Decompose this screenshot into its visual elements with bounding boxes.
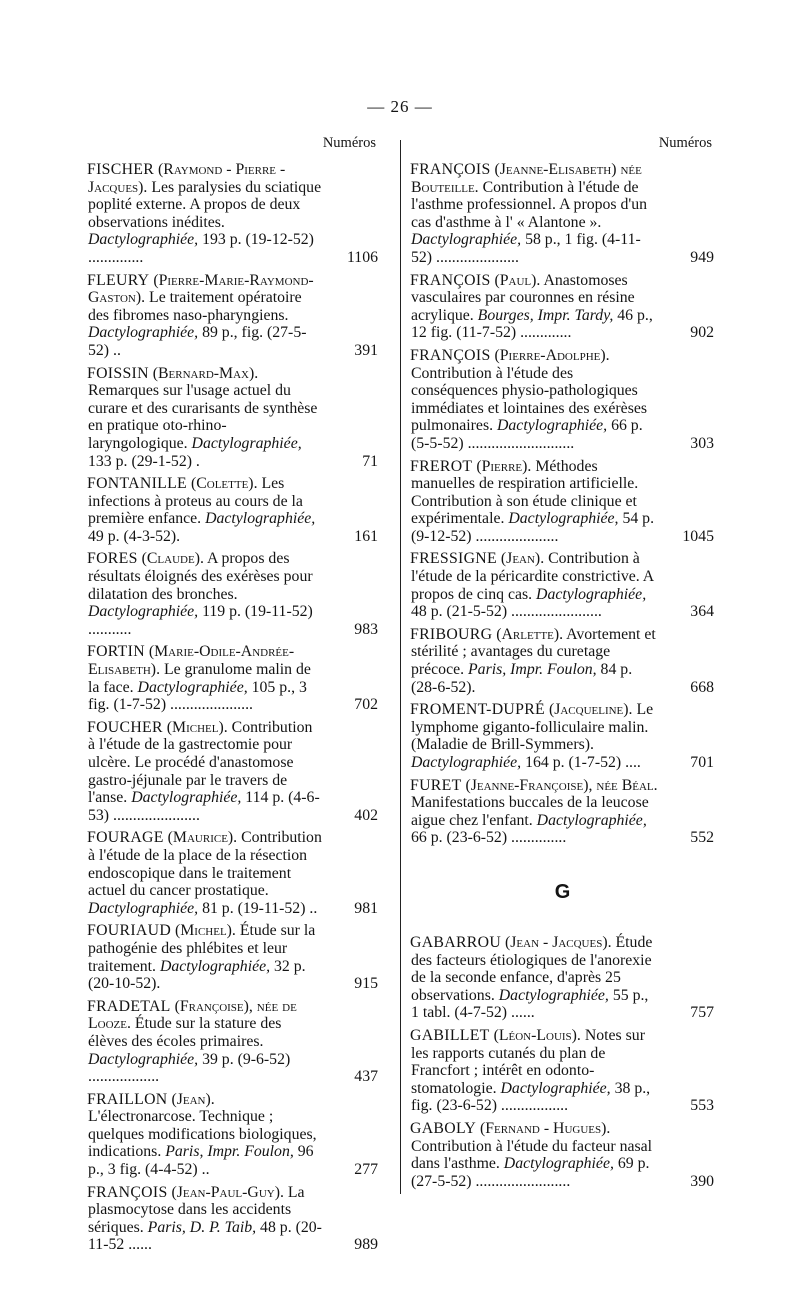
bibliography-entry: [88, 365, 378, 471]
bibliography-entry: [88, 161, 378, 267]
entry-details: 48 p. (21-5-52) .......................: [411, 603, 602, 621]
entry-body: [411, 1120, 658, 1190]
entry-details: 96 p., 3 fig. (4-4-52) ..: [88, 1143, 314, 1179]
entry-author: FOURIAUD: [87, 922, 172, 940]
entry-title: Remarques sur l'usage actuel du curare et des curarisants de synthèse en pratique oto-rhino-laryngologique.: [88, 382, 318, 452]
entry-publication: Dactylographiée,: [88, 603, 199, 621]
entry-body: [411, 550, 658, 620]
entry-author: FRANÇOIS: [410, 346, 491, 364]
entry-number: 161: [354, 527, 378, 545]
entry-number: 402: [354, 806, 378, 824]
entry-body: [411, 934, 658, 1022]
bibliography-entry: [411, 347, 714, 453]
entry-given-names: (Pierre-Marie-Raymond-Gaston).: [88, 271, 314, 307]
bibliography-entry: [88, 1091, 378, 1179]
entry-author: GABILLET: [410, 1026, 490, 1044]
entry-publication: Dactylographiée,: [411, 754, 522, 771]
entry-details: 66 p. (5-5-52) ...........................: [411, 417, 643, 452]
entry-body: [88, 719, 322, 825]
entry-title: Avortement et stérilité ; avantages du curetage précoce.: [411, 625, 656, 679]
entry-title: Contribution à l'étude de la péricardite constrictive. A propos de cinq cas.: [411, 550, 654, 603]
entry-publication: Dactylographiée,: [88, 324, 199, 342]
entry-publication: Dactylographiée,: [536, 811, 647, 829]
bibliography-entry: [88, 475, 378, 545]
entry-number: 391: [354, 341, 378, 359]
entry-body: [411, 1027, 658, 1115]
bibliography-entry: [88, 829, 378, 917]
bibliography-entry: [88, 272, 378, 360]
entry-given-names: (Colette).: [190, 475, 258, 493]
entry-title: Contribution à l'étude de la place de la résection endoscopique dans le traitement actuel du cancer prostatique.: [88, 829, 322, 900]
entry-number: 390: [690, 1172, 714, 1190]
entry-author: GABOLY: [410, 1119, 477, 1137]
entry-given-names: (Raymond - Pierre - Jacques).: [88, 161, 286, 196]
bibliography-entry: [88, 643, 378, 713]
entry-body: [88, 475, 322, 545]
entry-number: 981: [354, 899, 378, 917]
bibliography-entry: [411, 550, 714, 620]
entry-title: La plasmocytose dans les accidents sériques.: [88, 1183, 305, 1236]
entry-number: 757: [690, 1004, 714, 1022]
entry-details: 58 p., 1 fig. (4-11-52) .....................: [411, 231, 641, 266]
entry-given-names: (Françoise), née de Looze.: [88, 997, 297, 1033]
bibliography-entry: [411, 1120, 714, 1190]
page-number: — 26 —: [367, 97, 433, 116]
entry-given-names: (Fernand - Hugues).: [480, 1119, 611, 1137]
bibliography-entry: [88, 998, 378, 1086]
entry-body: [88, 365, 322, 471]
entry-given-names: (Maurice).: [167, 829, 238, 847]
entry-publication: Dactylographiée,: [508, 510, 619, 528]
entry-given-names: (Claude).: [141, 550, 204, 568]
entry-author: FROMENT-DUPRÉ: [410, 701, 545, 719]
entry-given-names: (Léon-Louis).: [493, 1026, 581, 1044]
bibliography-entry: [411, 161, 714, 267]
entry-body: [88, 1091, 322, 1179]
entry-body: [411, 347, 658, 453]
entry-given-names: (Jean - Jacques).: [505, 933, 612, 951]
entry-given-names: (Jean).: [171, 1090, 215, 1108]
entry-given-names: (Paul).: [494, 271, 541, 289]
entry-publication: Paris, Impr. Foulon,: [165, 1143, 294, 1161]
entry-details: 48 p. (20-11-52 ......: [88, 1218, 322, 1254]
entry-given-names: (Jacqueline).: [548, 701, 633, 719]
entry-details: 38 p., fig. (23-6-52) .................: [411, 1079, 651, 1115]
entry-title: Contribution à l'étude du facteur nasal dans l'asthme.: [411, 1137, 653, 1173]
entry-body: [411, 272, 658, 342]
right-column-header: Numéros: [658, 135, 712, 151]
entry-given-names: (Pierre-Adolphe).: [494, 346, 610, 364]
right-column-g-entries: [411, 934, 714, 1190]
entry-author: FURET: [410, 776, 462, 794]
entry-body: [88, 272, 322, 360]
entry-author: FONTANILLE: [87, 475, 188, 493]
entry-number: 552: [690, 829, 714, 847]
entry-body: [88, 161, 322, 267]
entry-publication: Dactylographiée,: [159, 957, 271, 975]
entry-details: 119 p. (19-11-52) ...........: [88, 603, 313, 638]
entry-number: 949: [690, 248, 714, 266]
entry-given-names: (Arlette).: [496, 625, 564, 643]
bibliography-entry: [88, 1184, 378, 1254]
entry-title: Étude sur la pathogénie des phlébites et leur traitement.: [88, 922, 316, 975]
bibliography-entry: [88, 550, 378, 638]
entry-details: 66 p. (23-6-52) ..............: [411, 829, 567, 847]
entry-number: 303: [690, 434, 714, 452]
bibliography-entry: [88, 719, 378, 825]
entry-details: 46 p., 12 fig. (11-7-52) .............: [411, 306, 653, 342]
entry-number: 1106: [346, 248, 378, 266]
entry-author: FRAILLON: [87, 1090, 168, 1108]
entry-publication: Dactylographiée,: [88, 231, 199, 249]
bibliography-entry: [411, 934, 714, 1022]
bibliography-entry: [411, 777, 714, 847]
entry-author: FLEURY: [87, 271, 150, 289]
entry-title: Étude sur la stature des élèves des écoles primaires.: [88, 1015, 282, 1050]
entry-number: 277: [354, 1161, 378, 1179]
left-column-header: Numéros: [322, 135, 376, 151]
entry-details: 81 p. (19-11-52) ..: [202, 899, 318, 917]
entry-publication: Dactylographiée,: [205, 510, 316, 528]
entry-details: 193 p. (19-12-52) ..............: [88, 231, 314, 266]
entry-publication: Dactylographiée,: [536, 585, 647, 603]
entry-given-names: (Pierre).: [476, 457, 532, 475]
entry-title: Méthodes manuelles de respiration artificielle. Contribution à son étude clinique et expérimentale.: [411, 457, 639, 528]
bibliography-entry: [411, 626, 714, 696]
entry-details: 54 p. (9-12-52) .....................: [411, 510, 655, 545]
section-letter: G: [554, 880, 571, 903]
entry-author: FRADETAL: [87, 997, 171, 1015]
entry-details: 32 p. (20-10-52).: [88, 957, 306, 993]
entry-author: FISCHER: [87, 161, 155, 178]
entry-number: 553: [690, 1097, 714, 1115]
entry-number: 902: [690, 324, 714, 342]
entry-title: Les infections à proteus au cours de la première enfance.: [88, 475, 303, 528]
entry-body: [88, 829, 322, 917]
entry-title: Contribution à l'étude de l'asthme professionnel. A propos d'un cas d'asthme à l' « Alantone ».: [411, 178, 648, 231]
entry-details: 39 p. (9-6-52) ..................: [88, 1050, 291, 1086]
entry-details: 114 p. (4-6-53) ......................: [88, 789, 320, 824]
entry-details: 105 p., 3 fig. (1-7-52) .....................: [88, 678, 307, 714]
entry-number: 702: [354, 696, 378, 714]
entry-title: Les paralysies du sciatique poplité externe. A propos de deux observations inédites.: [88, 178, 322, 231]
entry-given-names: (Jean).: [500, 550, 545, 568]
entry-given-names: (Jeanne-Elisabeth) née Bouteille.: [411, 161, 642, 196]
entry-number: 701: [690, 754, 714, 771]
entry-body: [411, 161, 658, 267]
entry-publication: Dactylographiée,: [503, 1155, 614, 1173]
entry-author: FRANÇOIS: [410, 271, 491, 289]
entry-author: FOISSIN: [87, 364, 149, 382]
entry-number: 668: [690, 678, 714, 696]
entry-title: Étude des facteurs étiologiques de l'anorexie de la seconde enfance, d'après 25 observations.: [411, 933, 653, 1004]
entry-given-names: (Michel).: [174, 922, 236, 940]
entry-details: 69 p. (27-5-52) ........................: [411, 1155, 650, 1190]
entry-number: 437: [354, 1068, 378, 1086]
entry-publication: Dactylographiée,: [191, 434, 302, 452]
entry-publication: Dactylographiée,: [137, 678, 248, 696]
bibliography-entry: [88, 922, 378, 992]
entry-details: 49 p. (4-3-52).: [88, 527, 181, 545]
entry-author: FRIBOURG: [410, 625, 493, 643]
entry-publication: Paris, Impr. Foulon,: [468, 661, 597, 679]
entry-author: FRANÇOIS: [410, 161, 491, 178]
entry-title: Le traitement opératoire des fibromes naso-pharyngiens.: [88, 289, 302, 324]
entry-title: Anastomoses vasculaires par couronnes en résine acrylique.: [411, 271, 635, 324]
entry-given-names: (Jean-Paul-Guy).: [171, 1183, 284, 1201]
entry-title: Contribution à l'étude des conséquences physio-pathologiques immédiates et lointaines des exérèses pulmonaires.: [411, 364, 647, 435]
entry-body: [88, 550, 322, 638]
entry-publication: Dactylographiée,: [88, 1050, 199, 1068]
entry-body: [88, 998, 322, 1086]
entry-given-names: (Marie-Odile-Andrée-Elisabeth).: [88, 643, 295, 679]
bibliography-entry: [411, 272, 714, 342]
entry-title: Notes sur les rapports cutanés du plan de Francfort ; intérêt en odonto-stomatologie.: [411, 1026, 645, 1097]
entry-given-names: (Bernard-Max).: [152, 364, 259, 382]
entry-body: [88, 643, 322, 713]
entry-publication: Dactylographiée,: [498, 986, 609, 1004]
entry-author: FREROT: [410, 457, 473, 475]
entry-author: FRESSIGNE: [410, 550, 497, 568]
entry-number: 983: [354, 620, 378, 638]
column-divider: [400, 140, 401, 1194]
entry-author: FORTIN: [87, 643, 145, 661]
entry-body: [88, 1184, 322, 1254]
entry-details: 84 p. (28-6-52).: [411, 661, 633, 696]
entry-body: [88, 922, 322, 992]
entry-details: 55 p., 1 tabl. (4-7-52) ......: [411, 986, 649, 1022]
entry-author: FOURAGE: [87, 829, 164, 847]
entry-publication: Dactylographiée,: [500, 1079, 611, 1097]
bibliography-entry: [411, 458, 714, 546]
entry-body: [411, 701, 658, 771]
entry-given-names: (Jeanne-Françoise), née Béal.: [465, 776, 658, 794]
entry-publication: Dactylographiée,: [411, 231, 522, 249]
entry-body: [411, 458, 658, 546]
entry-publication: Dactylographiée,: [88, 899, 199, 917]
entry-title: L'électronarcose. Technique ; quelques modifications biologiques, indications.: [88, 1108, 317, 1161]
bibliography-entry: [411, 701, 714, 771]
entry-number: 71: [362, 452, 378, 470]
left-column: [88, 161, 378, 1259]
bibliography-entry: [411, 1027, 714, 1115]
entry-details: 133 p. (29-1-52) .: [88, 452, 200, 470]
entry-title: A propos des résultats éloignés des exérèses pour dilatation des bronches.: [88, 550, 313, 603]
entry-number: 915: [354, 975, 378, 993]
entry-body: [411, 626, 658, 696]
entry-author: FRANÇOIS: [87, 1183, 168, 1201]
entry-author: FORES: [87, 550, 138, 568]
entry-author: GABARROU: [410, 933, 502, 951]
entry-details: 164 p. (1-7-52) ....: [525, 754, 641, 771]
entry-given-names: (Michel).: [166, 718, 228, 736]
entry-title: Le granulome malin de la face.: [88, 661, 311, 696]
entry-details: 89 p., fig. (27-5-52) ..: [88, 324, 307, 359]
entry-number: 1045: [682, 527, 714, 545]
entry-number: 364: [690, 603, 714, 621]
entry-publication: Dactylographiée,: [497, 417, 608, 435]
entry-author: FOUCHER: [87, 718, 163, 736]
entry-number: 989: [354, 1236, 378, 1254]
entry-publication: Bourges, Impr. Tardy,: [477, 306, 614, 324]
right-column-f-entries: [411, 161, 714, 847]
entry-title: Contribution à l'étude de la gastrectomie pour ulcère. Le procédé d'anastomose gastro-jéjunale par le travers de l'anse.: [88, 718, 313, 807]
entry-title: Le lymphome giganto-folliculaire malin. (Maladie de Brill-Symmers).: [411, 701, 654, 754]
right-column: [411, 161, 714, 1195]
entry-title: Manifestations buccales de la leucose aigue chez l'enfant.: [411, 794, 649, 829]
entry-publication: Dactylographiée,: [131, 789, 242, 807]
entry-body: [411, 777, 658, 847]
entry-publication: Paris, D. P. Taib,: [147, 1218, 257, 1236]
